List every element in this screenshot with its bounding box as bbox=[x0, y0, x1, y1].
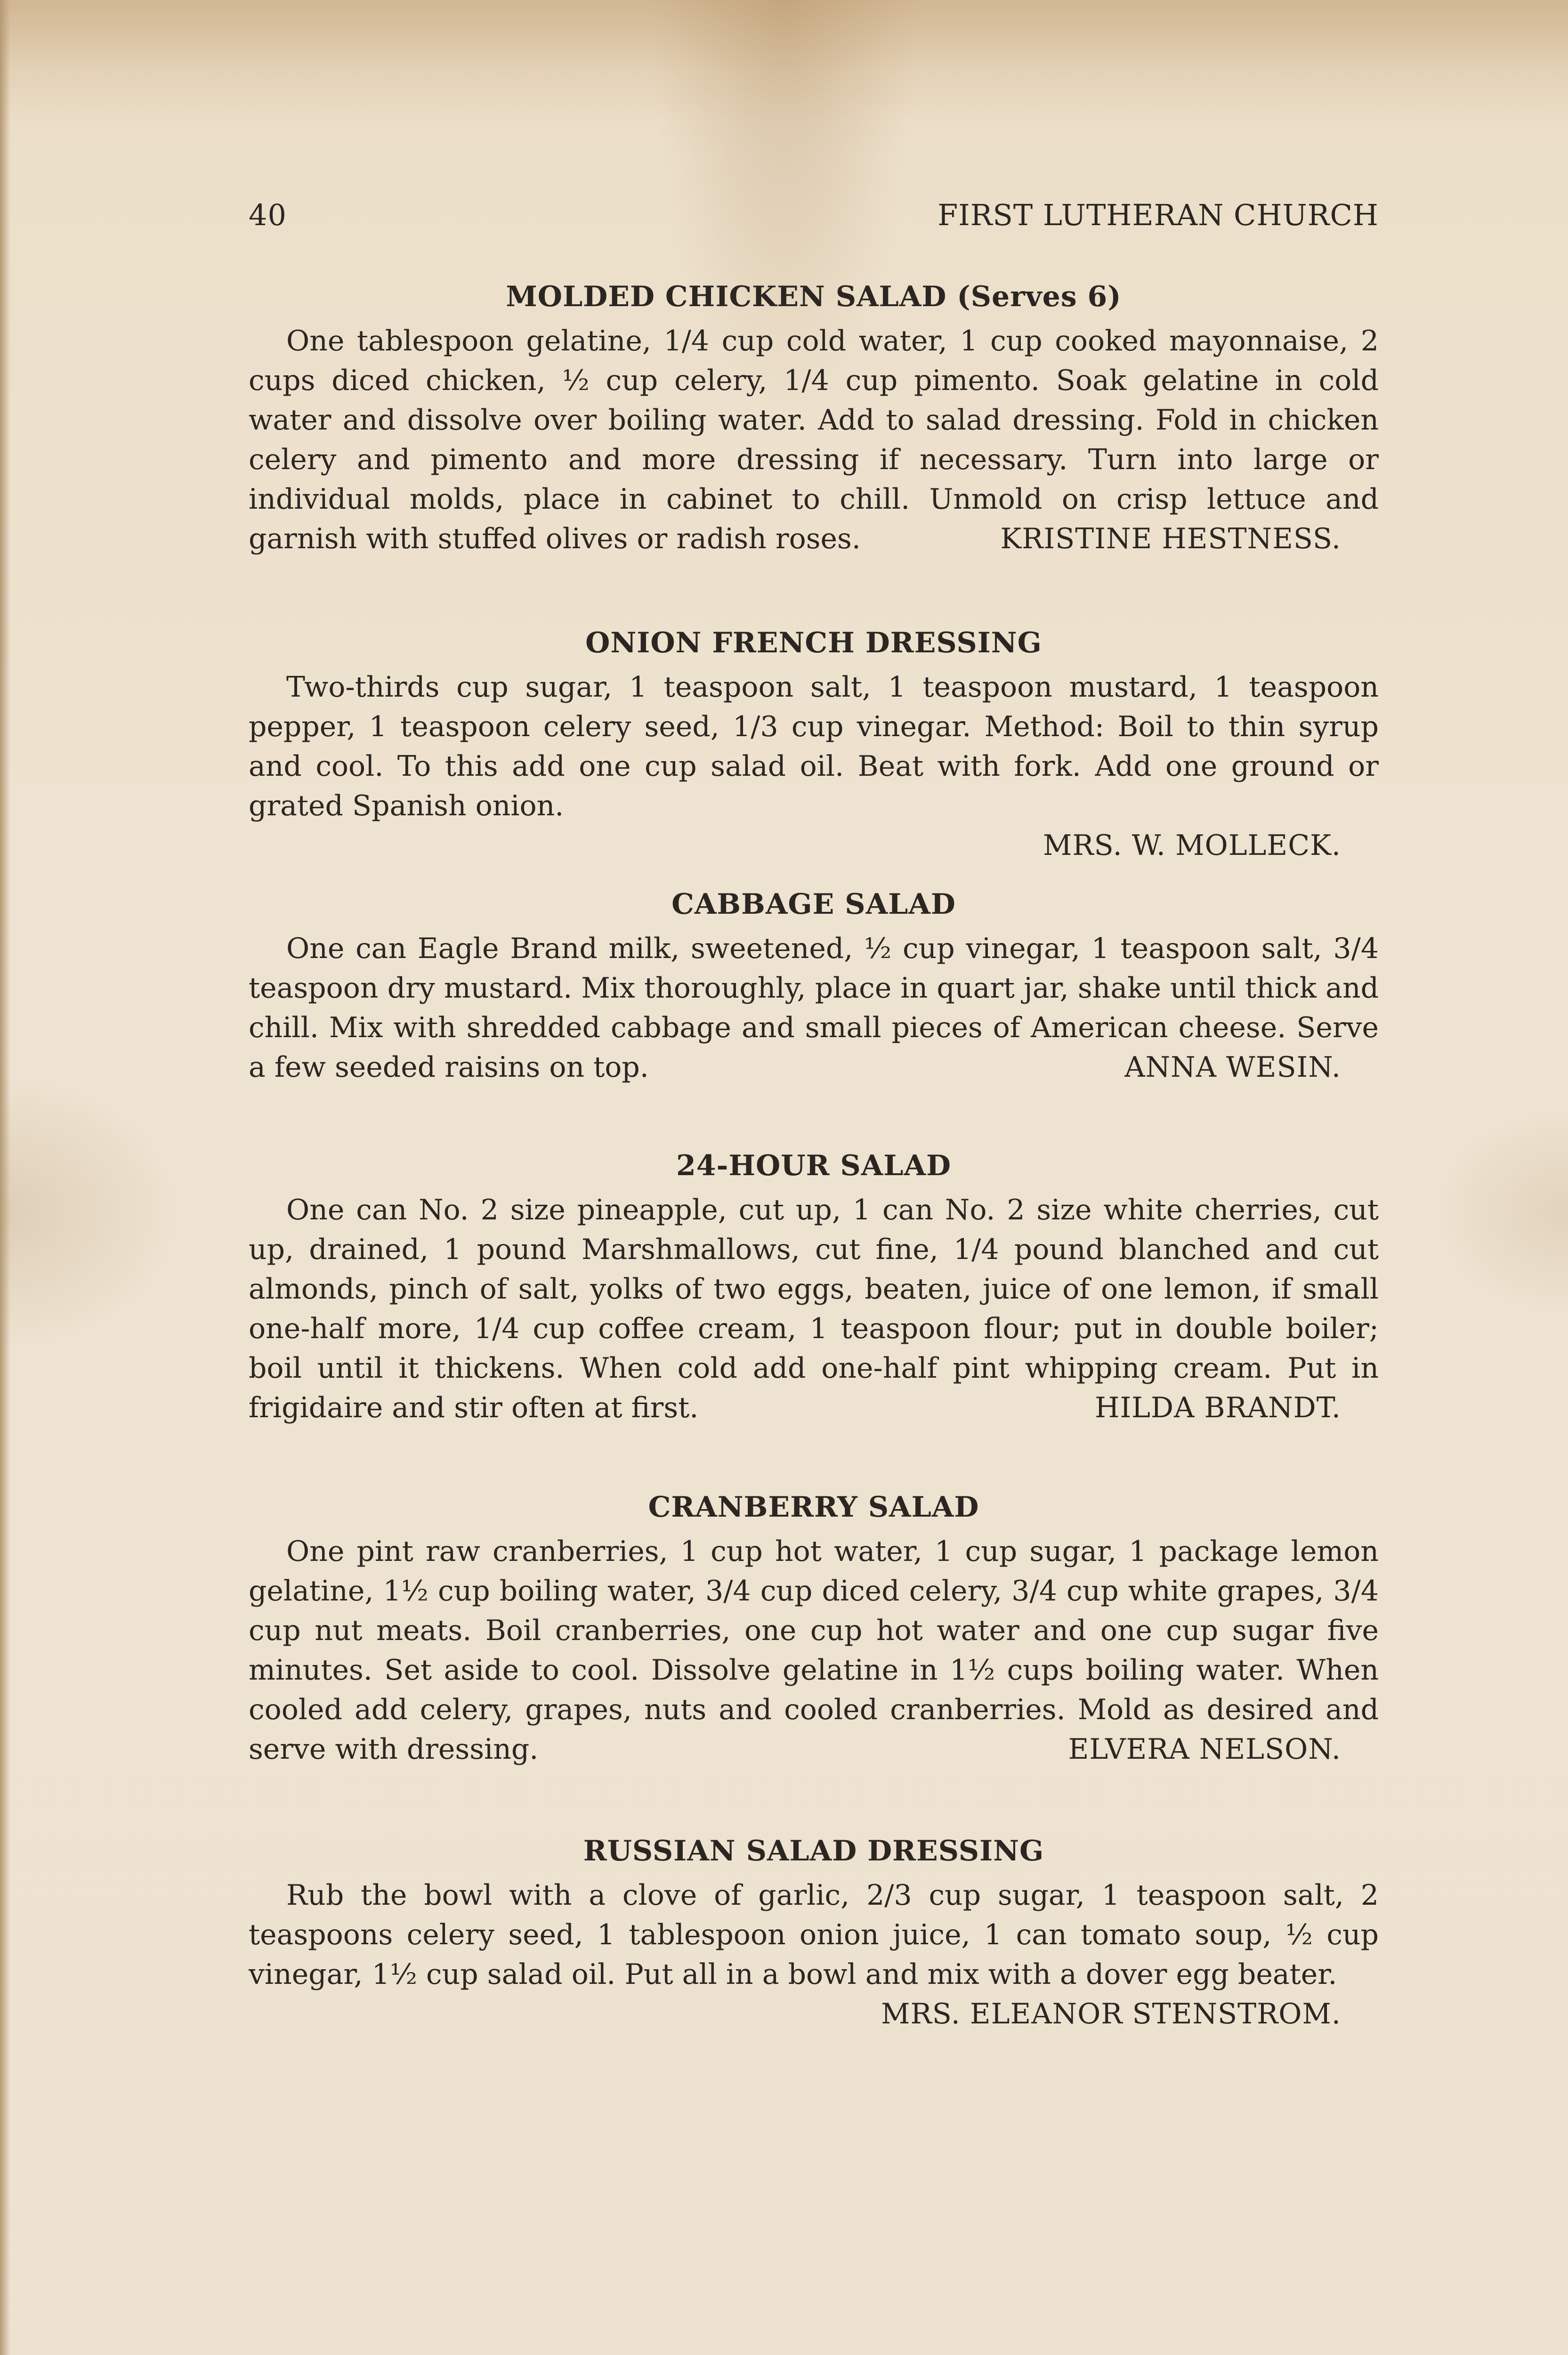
recipe-title: ONION FRENCH DRESSING bbox=[585, 626, 1042, 659]
recipe-body: Rub the bowl with a clove of garlic, 2/3 cup sugar, 1 teaspoon salt, 2 teaspoons celery seed, 1 tablespoon onion juice, 1 can tomato soup, ½ cup vinegar, 1½ cup salad oil. Put all in a bowl and mix with a dover egg beater. bbox=[249, 1879, 1379, 1991]
page-number: 40 bbox=[249, 198, 287, 232]
page-stain bbox=[0, 0, 1568, 122]
recipe-title: RUSSIAN SALAD DRESSING bbox=[583, 1835, 1044, 1868]
recipe-title: MOLDED CHICKEN SALAD (Serves 6) bbox=[506, 280, 1122, 313]
recipe-24-hour-salad bbox=[249, 1147, 1379, 1428]
recipe-author: MRS. W. MOLLECK. bbox=[1043, 829, 1341, 862]
recipe-body: One can Eagle Brand milk, sweetened, ½ cup vinegar, 1 teaspoon salt, 3/4 teaspoon dry mustard. Mix thoroughly, place in quart jar, shake until thick and chill. Mix with shredded cabbage and small pieces of American cheese. Serve a few seeded raisins on top. bbox=[249, 932, 1379, 1084]
recipe-russian-salad-dressing bbox=[249, 1832, 1379, 2034]
recipe-molded-chicken-salad bbox=[249, 278, 1379, 559]
recipe-body: Two-thirds cup sugar, 1 teaspoon salt, 1 teaspoon mustard, 1 teaspoon pepper, 1 teaspoon celery seed, 1/3 cup vinegar. Method: Boil to thin syrup and cool. To this add one cup salad oil. Beat with fork. Add one ground or grated Spanish onion. bbox=[249, 671, 1379, 822]
recipe-cranberry-salad bbox=[249, 1488, 1379, 1769]
page-header bbox=[249, 198, 1379, 240]
recipe-body: One tablespoon gelatine, 1/4 cup cold water, 1 cup cooked mayonnaise, 2 cups diced chicken, ½ cup celery, 1/4 cup pimento. Soak gelatine in cold water and dissolve over boiling water. Add to salad dressing. Fold in chicken celery and pimento and more dressing if necessary. Turn into large or individual molds, place in cabinet to chill. Unmold on crisp lettuce and garnish with stuffed olives or radish roses. bbox=[249, 325, 1379, 555]
recipe-body: One pint raw cranberries, 1 cup hot water, 1 cup sugar, 1 package lemon gelatine, 1½ cup boiling water, 3/4 cup diced celery, 3/4 cup white grapes, 3/4 cup nut meats. Boil cranberries, one cup hot water and one cup sugar five minutes. Set aside to cool. Dissolve gelatine in 1½ cups boiling water. When cooled add celery, grapes, nuts and cooled cranberries. Mold as desired and serve with dressing. bbox=[249, 1535, 1379, 1766]
recipe-author: HILDA BRANDT. bbox=[1095, 1391, 1341, 1424]
recipe-title: CABBAGE SALAD bbox=[671, 888, 956, 921]
recipe-cabbage-salad bbox=[249, 885, 1379, 1087]
recipe-author: KRISTINE HESTNESS. bbox=[1000, 522, 1341, 555]
recipe-author: MRS. ELEANOR STENSTROM. bbox=[881, 1998, 1341, 2030]
page-edge-shadow bbox=[0, 0, 10, 2355]
recipe-title: CRANBERRY SALAD bbox=[648, 1491, 979, 1524]
recipe-title: 24-HOUR SALAD bbox=[676, 1149, 952, 1182]
recipe-author: ANNA WESIN. bbox=[1124, 1051, 1341, 1084]
recipe-onion-french-dressing bbox=[249, 624, 1379, 865]
recipe-body: One can No. 2 size pineapple, cut up, 1 can No. 2 size white cherries, cut up, drained, 1 pound Marshmallows, cut fine, 1/4 pound blanched and cut almonds, pinch of salt, yolks of two eggs, beaten, juice of one lemon, if small one-half more, 1/4 cup coffee cream, 1 teaspoon flour; put in double boiler; boil until it thickens. When cold add one-half pint whipping cream. Put in frigidaire and stir often at first. bbox=[249, 1194, 1379, 1424]
running-title: FIRST LUTHERAN CHURCH bbox=[938, 198, 1379, 232]
recipe-author: ELVERA NELSON. bbox=[1068, 1733, 1341, 1766]
